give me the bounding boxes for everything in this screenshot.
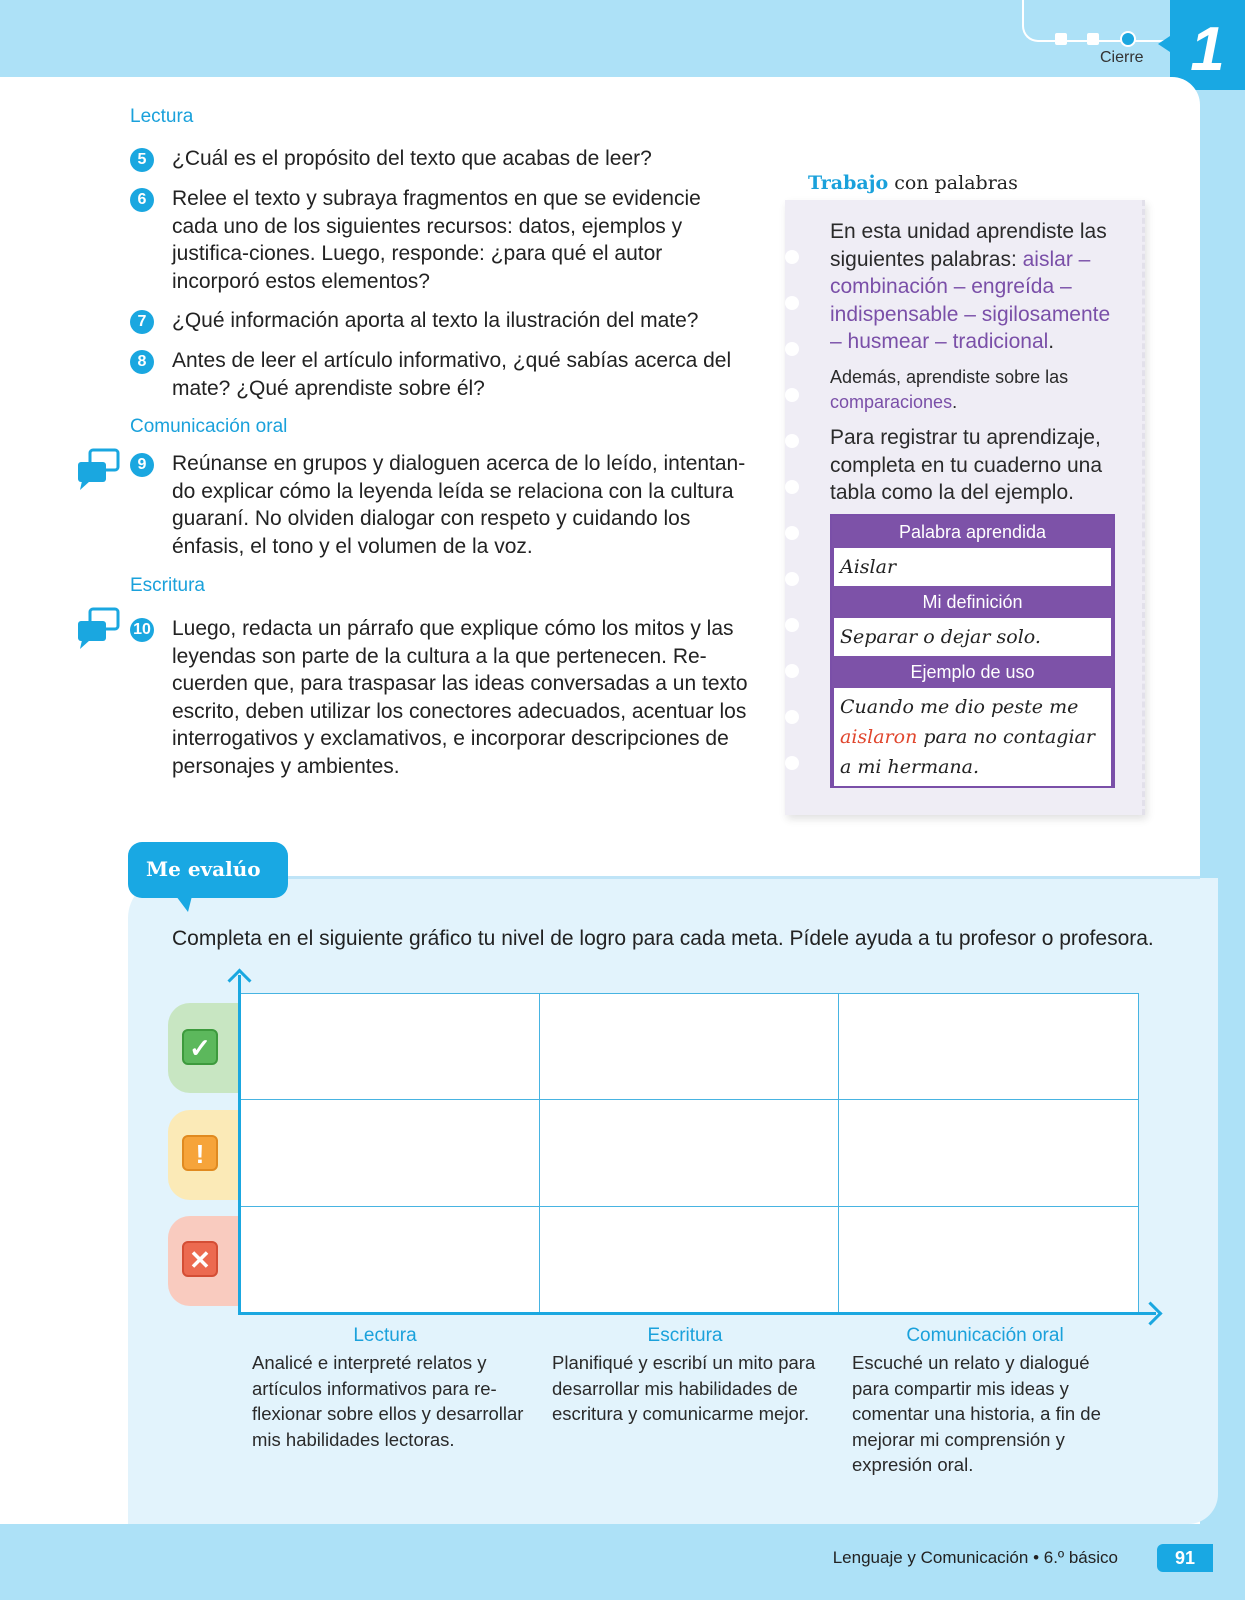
table-header: Ejemplo de uso xyxy=(832,656,1113,688)
unit-number: 1 xyxy=(1170,0,1245,90)
grid-cell[interactable] xyxy=(838,993,1138,1101)
question-text: ¿Cuál es el propósito del texto que acabas de leer? xyxy=(172,147,652,170)
table-value: Aislar xyxy=(832,548,1113,586)
question-number: 6 xyxy=(130,188,154,212)
grid-cell[interactable] xyxy=(838,1206,1138,1314)
grid-cell[interactable] xyxy=(838,1099,1138,1207)
goal-title: Escritura xyxy=(647,1325,723,1346)
question-text: Luego, redacta un párrafo que explique cómo los mitos y las leyendas son parte de la cultura a la que pertenecen. Re-cuerden que, para traspasar las ideas conversadas a un texto escrito, deben utilizar los conectores adecuados, acentuar los interrogativos y exclamativos, e incorporar descripciones de personajes y ambientes. xyxy=(172,617,748,778)
goal-description: Planifiqué y escribí un mito para desarrollar mis habilidades de escritura y comunicarme mejor. xyxy=(552,1352,816,1424)
question-number: 9 xyxy=(130,453,154,477)
section-label: Cierre xyxy=(1100,49,1144,66)
grid-cell[interactable] xyxy=(240,1099,540,1207)
goal-lectura xyxy=(240,1322,530,1452)
grid-cell[interactable] xyxy=(240,993,540,1101)
progress-step-1 xyxy=(1055,33,1067,45)
page-number: 91 xyxy=(1157,1544,1213,1572)
goal-comunicacion-oral xyxy=(840,1322,1130,1478)
vocab-word-list: aislar – combinación – engreída – indispensable – sigilosamente – husmear – tradicional xyxy=(830,247,1111,353)
question-number: 7 xyxy=(130,310,154,334)
goal-description: Escuché un relato y dialogué para compartir mis ideas y comentar una historia, a fin de mejorar mi comprensión y expresión oral. xyxy=(852,1352,1101,1475)
vocab-register-instruction: Para registrar tu aprendizaje, completa en tu cuaderno una tabla como la del ejemplo. xyxy=(830,426,1103,504)
evaluation-tab: Me evalúo xyxy=(128,842,288,898)
vocab-intro: En esta unidad aprendiste las siguientes palabras: aislar – combinación – engreída – indispensable – sigilosamente – husmear – tradicional. xyxy=(830,220,1111,353)
vocab-title: Trabajo con palabras xyxy=(808,172,1018,194)
grid-cell[interactable] xyxy=(539,1206,839,1314)
vocab-also: Además, aprendiste sobre las comparaciones. xyxy=(830,367,1069,412)
grid-cell[interactable] xyxy=(539,1099,839,1207)
cross-icon: ✕ xyxy=(182,1241,218,1277)
heading-lectura: Lectura xyxy=(130,106,194,127)
vocab-example-table xyxy=(830,514,1115,788)
heading-escritura: Escritura xyxy=(130,575,205,596)
question-number: 5 xyxy=(130,148,154,172)
question-text: Reúnanse en grupos y dialoguen acerca de lo leído, intentan-do explicar cómo la leyenda leída se relaciona con la cultura guaraní. No olviden dialogar con respeto y cuidando los énfasis, el tono y el volumen de la voz. xyxy=(172,452,746,558)
table-header: Palabra aprendida xyxy=(832,516,1113,548)
x-axis xyxy=(238,1312,1156,1315)
table-header: Mi definición xyxy=(832,586,1113,618)
goal-title: Lectura xyxy=(353,1325,417,1346)
footer-book-title: Lenguaje y Comunicación • 6.º básico xyxy=(832,1548,1118,1567)
dialogue-icon xyxy=(76,607,122,653)
dialogue-icon xyxy=(76,448,122,494)
check-icon: ✓ xyxy=(182,1029,218,1065)
warning-icon: ! xyxy=(182,1135,218,1171)
y-axis xyxy=(238,975,241,1315)
table-value: Separar o dejar solo. xyxy=(832,618,1113,656)
achievement-grid xyxy=(240,993,1138,1313)
goal-description: Analicé e interpreté relatos y artículos informativos para re-flexionar sobre ellos y desarrollar mis habilidades lectoras. xyxy=(252,1352,524,1450)
question-text: ¿Qué información aporta al texto la ilustración del mate? xyxy=(172,309,699,332)
table-value: Cuando me dio peste me aislaron para no contagiar a mi hermana. xyxy=(832,688,1113,786)
heading-comunicacion-oral: Comunicación oral xyxy=(130,416,288,437)
goal-escritura xyxy=(540,1322,830,1427)
progress-step-2 xyxy=(1087,33,1099,45)
goal-title: Comunicación oral xyxy=(906,1325,1064,1346)
progress-step-current xyxy=(1120,31,1136,47)
evaluation-divider xyxy=(280,876,1200,879)
question-number: 10 xyxy=(130,618,154,642)
evaluation-instruction: Completa en el siguiente gráfico tu nivel de logro para cada meta. Pídele ayuda a tu profesor o profesora. xyxy=(172,927,1154,950)
question-number: 8 xyxy=(130,350,154,374)
question-text: Antes de leer el artículo informativo, ¿qué sabías acerca del mate? ¿Qué aprendiste sobre él? xyxy=(172,349,732,400)
grid-cell[interactable] xyxy=(240,1206,540,1314)
question-text: Relee el texto y subraya fragmentos en que se evidencie cada uno de los siguientes recursos: datos, ejemplos y justifica-ciones. Luego, responde: ¿para qué el autor incorporó estos elementos? xyxy=(172,187,701,293)
grid-cell[interactable] xyxy=(539,993,839,1101)
